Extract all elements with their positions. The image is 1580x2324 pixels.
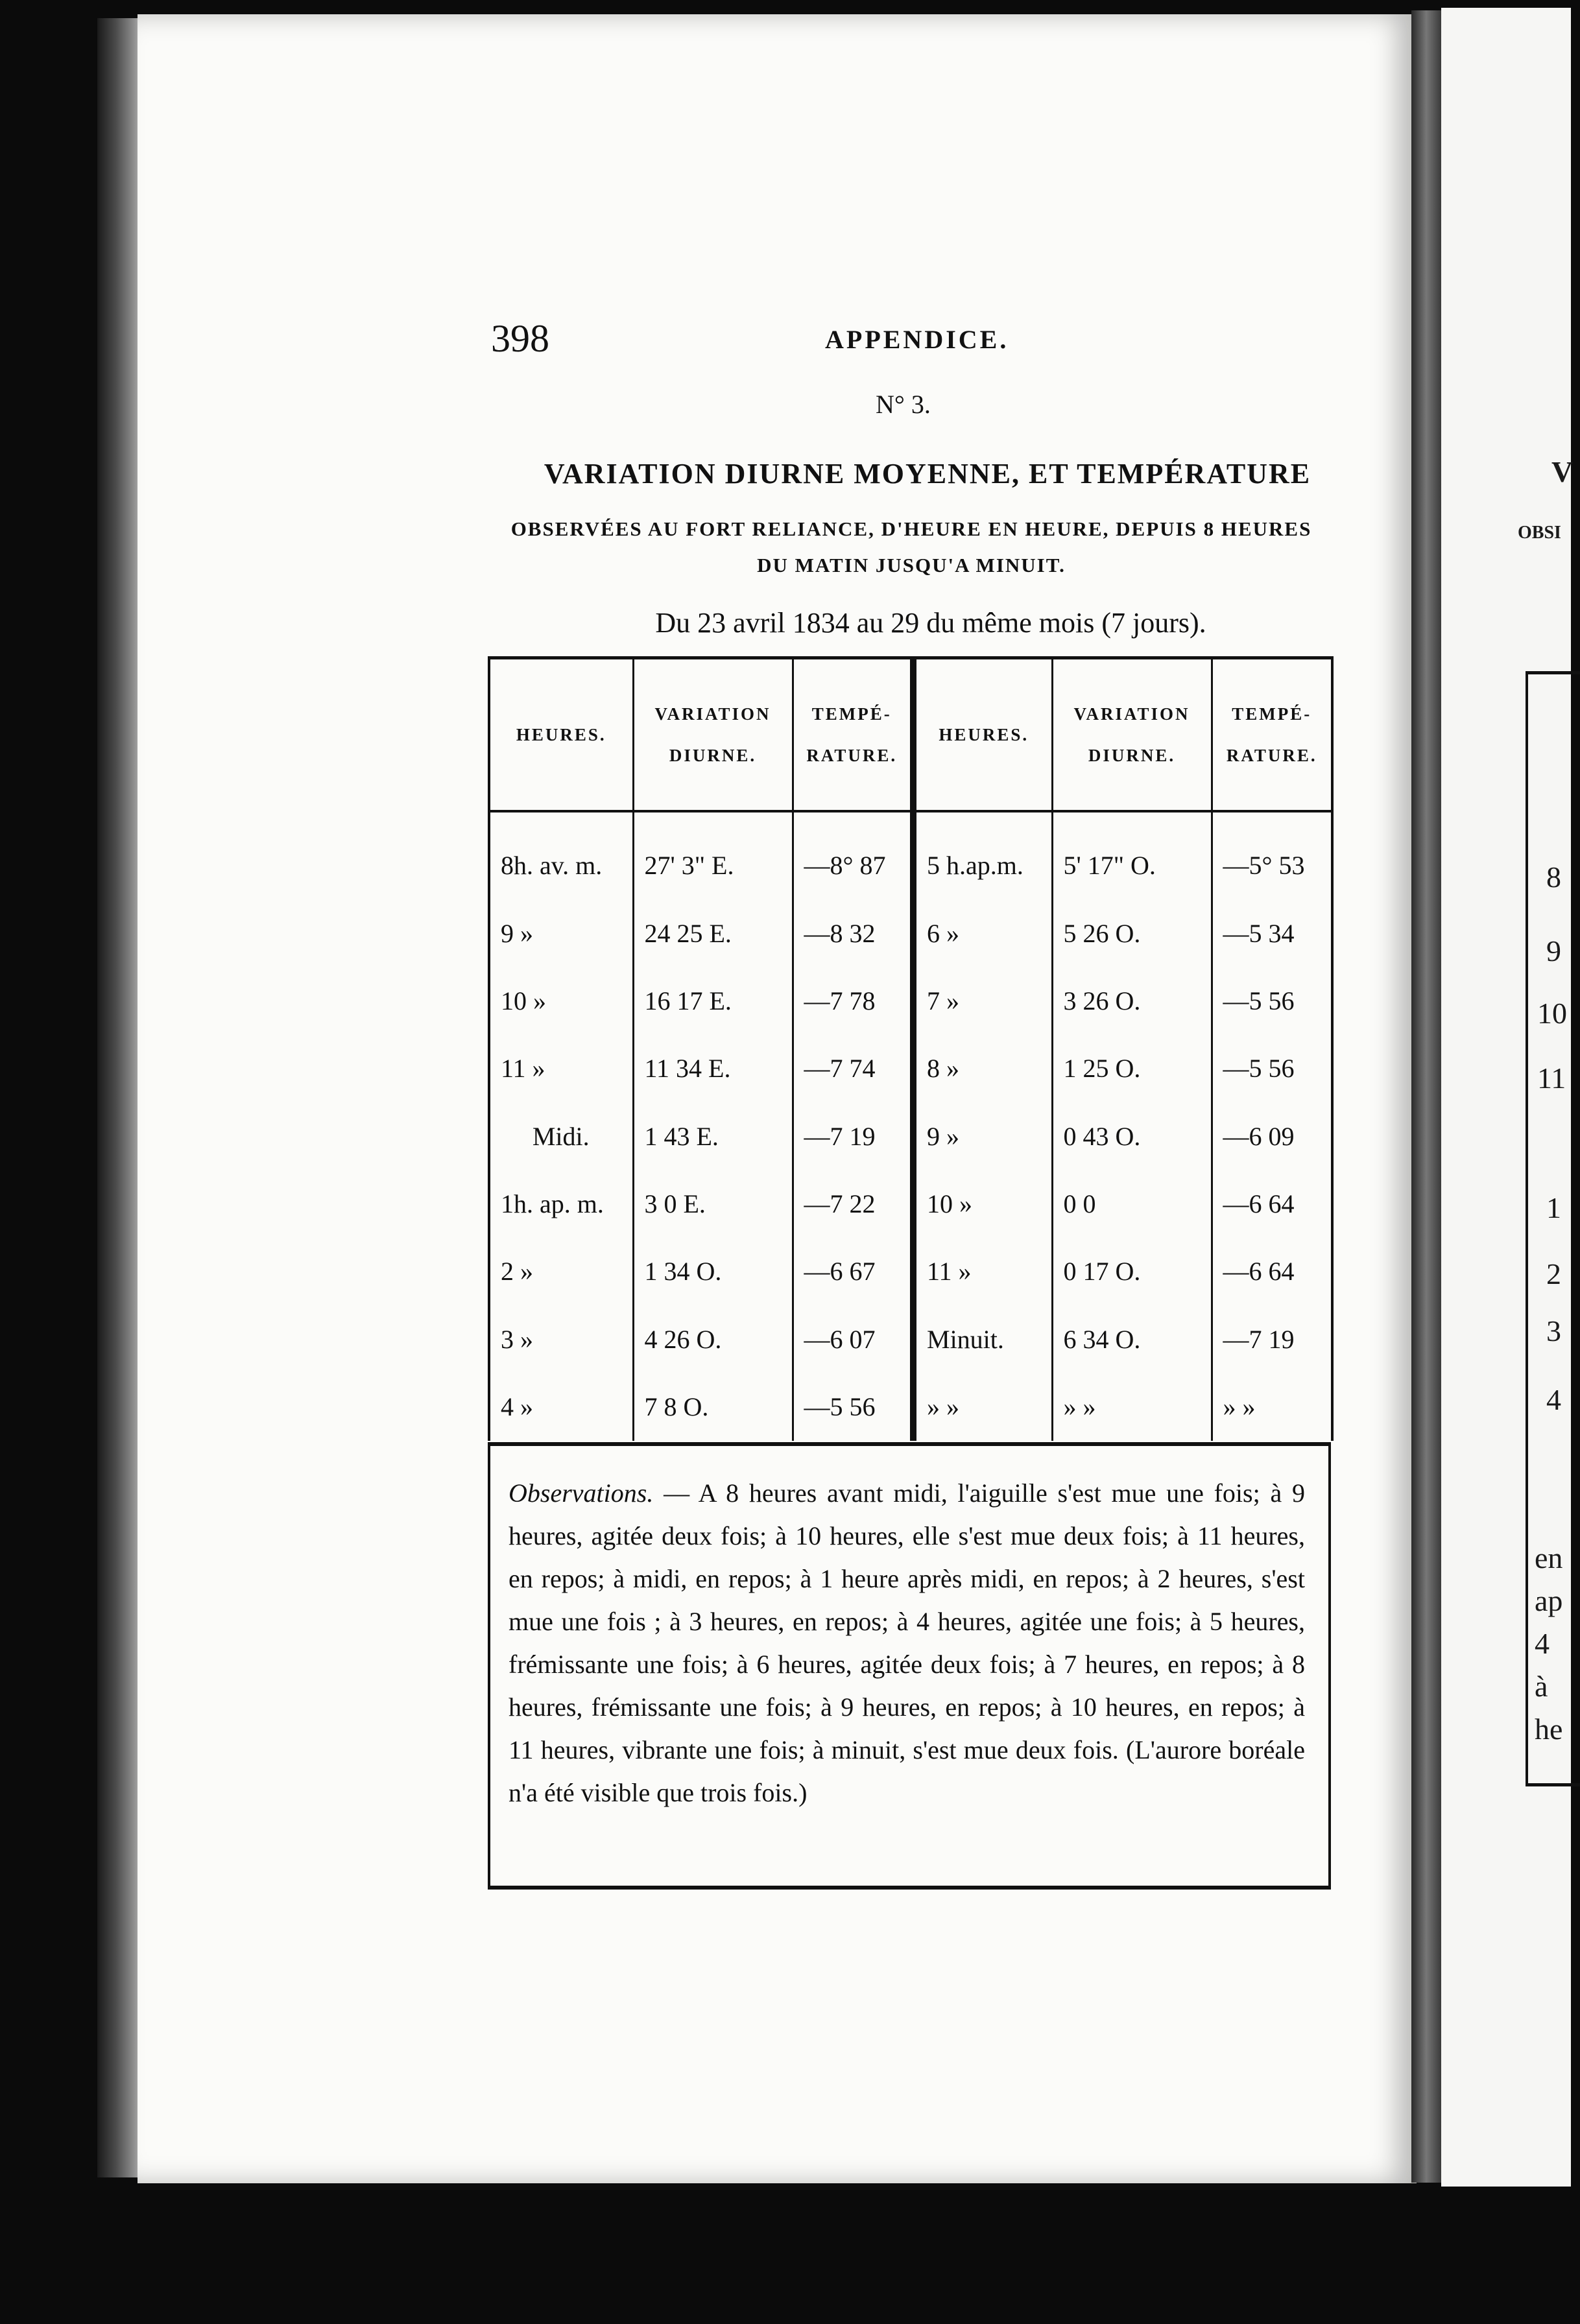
cell-variation: 6 34 O. bbox=[1052, 1305, 1212, 1373]
cell-variation: 16 17 E. bbox=[633, 967, 793, 1034]
facing-text-fragment: he bbox=[1535, 1713, 1563, 1746]
cell-variation: 5 26 O. bbox=[1052, 899, 1212, 967]
table-header-row bbox=[489, 658, 1332, 812]
cell-variation: 1 25 O. bbox=[1052, 1035, 1212, 1102]
cell-temperature: —5 56 bbox=[1223, 986, 1295, 1015]
cell-variation: 24 25 E. bbox=[633, 899, 793, 967]
col-header-variation: VARIATION DIURNE. bbox=[633, 658, 793, 812]
facing-row-fragment: 2 bbox=[1546, 1257, 1561, 1290]
cell-hour: 10 » bbox=[489, 967, 633, 1034]
cell-hour: 6 » bbox=[913, 899, 1052, 967]
running-head: APPENDICE. bbox=[825, 325, 1009, 354]
cell-temperature: —5 56 bbox=[1223, 1054, 1295, 1084]
col-header-temperature: TEMPÉ- RATURE. bbox=[793, 658, 913, 812]
table-row bbox=[489, 811, 1332, 899]
facing-row-fragment: 8 bbox=[1546, 860, 1561, 894]
document-number: N° 3. bbox=[876, 390, 931, 419]
col-header-variation: VARIATION DIURNE. bbox=[1052, 658, 1212, 812]
cell-variation: 1 34 O. bbox=[633, 1238, 793, 1305]
cell-hour: 4 » bbox=[489, 1373, 633, 1441]
cell-hour: 11 » bbox=[913, 1238, 1052, 1305]
cell-hour: 11 » bbox=[489, 1035, 633, 1102]
table-row bbox=[489, 899, 1332, 967]
table-row bbox=[489, 1102, 1332, 1170]
facing-text-fragment: à bbox=[1535, 1670, 1548, 1703]
cell-variation: 5' 17" O. bbox=[1052, 811, 1212, 899]
cell-variation: » » bbox=[1052, 1373, 1212, 1441]
table-row bbox=[489, 1373, 1332, 1441]
table-row bbox=[489, 1035, 1332, 1102]
cell-hour: 9 » bbox=[489, 899, 633, 967]
cell-hour: » » bbox=[913, 1373, 1052, 1441]
cell-temperature: —6 07 bbox=[793, 1305, 913, 1373]
cell-temperature: —6 09 bbox=[1223, 1121, 1295, 1151]
cell-hour: 1h. ap. m. bbox=[489, 1170, 633, 1237]
book-gutter bbox=[1411, 10, 1441, 2183]
cell-temperature: —6 64 bbox=[1223, 1189, 1295, 1219]
cell-variation: 1 43 E. bbox=[633, 1102, 793, 1170]
cell-temperature: —7 19 bbox=[793, 1102, 913, 1170]
observations-label: Observations. bbox=[509, 1478, 654, 1508]
cell-temperature: —7 22 bbox=[793, 1170, 913, 1237]
facing-text-fragment: en bbox=[1535, 1541, 1563, 1574]
cell-temperature: —7 19 bbox=[1223, 1324, 1295, 1354]
cell-temperature: —8° 87 bbox=[793, 811, 913, 899]
cell-hour: 8 » bbox=[913, 1035, 1052, 1102]
date-range: Du 23 avril 1834 au 29 du même mois (7 jours). bbox=[655, 607, 1206, 639]
facing-row-fragment: 9 bbox=[1546, 934, 1561, 967]
subtitle-line: DU MATIN JUSQU'A MINUIT. bbox=[757, 554, 1066, 576]
facing-title-fragment: V bbox=[1551, 455, 1574, 488]
cell-temperature: —7 74 bbox=[793, 1035, 913, 1102]
facing-row-fragment: 4 bbox=[1546, 1383, 1561, 1416]
page-number: 398 bbox=[491, 317, 549, 360]
cell-variation: 27' 3" E. bbox=[633, 811, 793, 899]
cell-temperature: —5° 53 bbox=[1223, 850, 1305, 880]
table-row bbox=[489, 1305, 1332, 1373]
table-row bbox=[489, 1238, 1332, 1305]
cell-hour: 8h. av. m. bbox=[489, 811, 633, 899]
table-row bbox=[489, 1170, 1332, 1237]
cell-hour: 10 » bbox=[913, 1170, 1052, 1237]
cell-temperature: —6 67 bbox=[793, 1238, 913, 1305]
variation-table bbox=[488, 656, 1334, 1441]
cell-variation: 3 26 O. bbox=[1052, 967, 1212, 1034]
observations-box bbox=[488, 1442, 1331, 1890]
cell-hour: Midi. bbox=[489, 1102, 633, 1170]
cell-temperature: —5 34 bbox=[1223, 918, 1295, 948]
cell-temperature: —7 78 bbox=[793, 967, 913, 1034]
cell-temperature: —6 64 bbox=[1223, 1257, 1295, 1286]
col-header-temperature: TEMPÉ- RATURE. bbox=[1212, 658, 1332, 812]
facing-text-fragment: 4 bbox=[1535, 1627, 1550, 1660]
cell-variation: 11 34 E. bbox=[633, 1035, 793, 1102]
cell-variation: 0 17 O. bbox=[1052, 1238, 1212, 1305]
cell-hour: 9 » bbox=[913, 1102, 1052, 1170]
cell-variation: 0 43 O. bbox=[1052, 1102, 1212, 1170]
subtitle-line: OBSERVÉES AU FORT RELIANCE, D'HEURE EN HEURE, DEPUIS 8 HEURES bbox=[510, 517, 1312, 540]
cell-temperature: —5 56 bbox=[793, 1373, 913, 1441]
cell-temperature: » » bbox=[1223, 1392, 1256, 1422]
col-header-heures: HEURES. bbox=[489, 658, 633, 812]
cell-temperature: —8 32 bbox=[793, 899, 913, 967]
facing-subtitle-fragment: OBSI bbox=[1518, 523, 1561, 543]
cell-hour: 3 » bbox=[489, 1305, 633, 1373]
cell-variation: 0 0 bbox=[1052, 1170, 1212, 1237]
facing-row-fragment: 11 bbox=[1537, 1061, 1566, 1095]
cell-variation: 3 0 E. bbox=[633, 1170, 793, 1237]
cell-hour: 7 » bbox=[913, 967, 1052, 1034]
cell-variation: 7 8 O. bbox=[633, 1373, 793, 1441]
observations-text: — A 8 heures avant midi, l'aiguille s'est mue une fois; à 9 heures, agitée deux fois; à 10 heures, elle s'est mue deux fois; à 11 heures, en repos; à midi, en repos; à 1 heure après midi, en repos; à 2 heures, s'est mue une fois ; à 3 heures, en repos; à 4 heures, agitée une fois; à 5 heures, frémissante une fois; à 6 heures, agitée deux fois; à 7 heures, en repos; à 8 heures, frémissante une fois; à 9 heures, en repos; à 10 heures, en repos; à 11 heures, vibrante une fois; à minuit, s'est mue deux fois. (L'aurore boréale n'a été visible que trois fois.) bbox=[509, 1478, 1305, 1807]
facing-text-fragment: ap bbox=[1535, 1584, 1563, 1617]
facing-row-fragment: 3 bbox=[1546, 1314, 1561, 1347]
cell-hour: Minuit. bbox=[913, 1305, 1052, 1373]
subtitle bbox=[480, 511, 1343, 584]
cell-hour: 2 » bbox=[489, 1238, 633, 1305]
col-header-heures: HEURES. bbox=[913, 658, 1052, 812]
facing-row-fragment: 10 bbox=[1537, 997, 1567, 1030]
facing-row-fragment: 1 bbox=[1546, 1191, 1561, 1224]
cell-hour: 5 h.ap.m. bbox=[913, 811, 1052, 899]
facing-table-edge bbox=[1526, 671, 1580, 1786]
table-row bbox=[489, 967, 1332, 1034]
main-title: VARIATION DIURNE MOYENNE, ET TEMPÉRATURE bbox=[544, 458, 1311, 490]
cell-variation: 4 26 O. bbox=[633, 1305, 793, 1373]
